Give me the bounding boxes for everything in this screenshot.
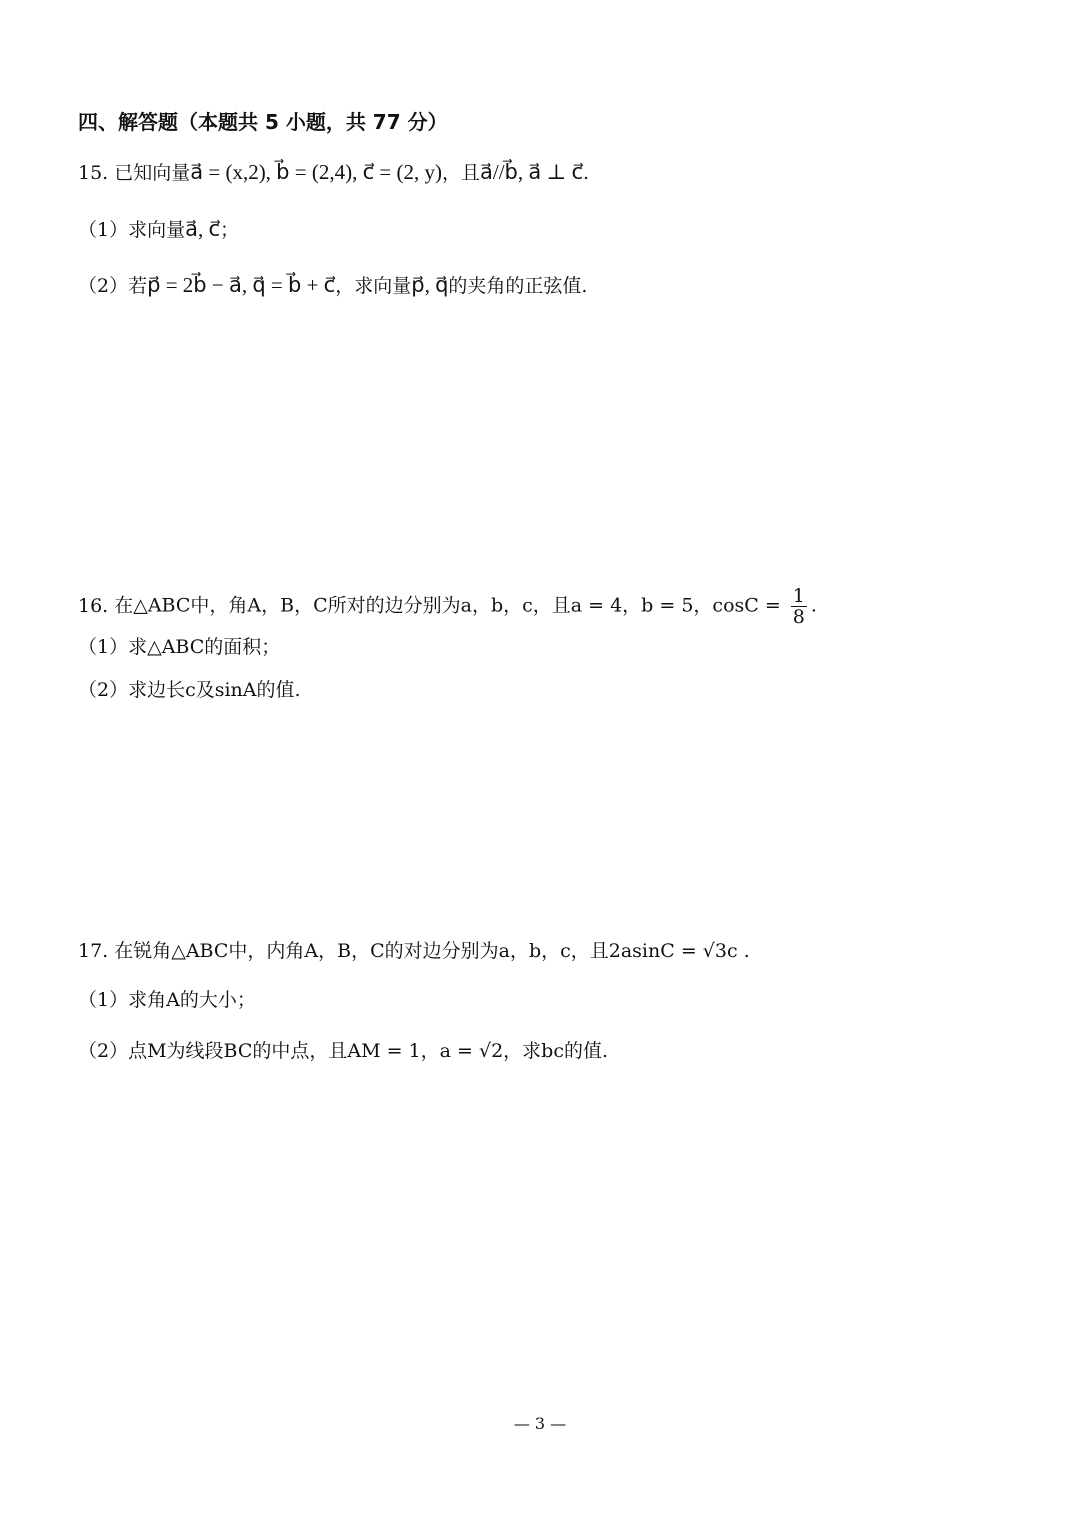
question-17-part-2 xyxy=(78,1039,608,1063)
q15-end: . xyxy=(583,162,590,184)
question-16-stem xyxy=(78,586,817,627)
q15-p2-math: p⃗ = 2b⃗ − a⃗, q⃗ = b⃗ + c⃗ xyxy=(147,273,336,297)
fraction xyxy=(791,586,807,627)
question-16-part-2 xyxy=(78,678,301,702)
question-17-stem xyxy=(78,939,750,963)
part-label: （2） xyxy=(78,679,129,701)
question-16-part-1 xyxy=(78,635,280,659)
q16-p1-text: 求△ABC的面积； xyxy=(128,636,281,658)
question-number: 15. xyxy=(78,162,109,184)
q16-stem-text: 在△ABC中，角A，B，C所对的边分别为a，b，c，且a = 4，b = 5，cosC = xyxy=(114,594,787,617)
question-number: 17. xyxy=(78,940,109,962)
q15-stem-text: 已知向量 xyxy=(114,162,191,184)
q15-p1-text: 求向量 xyxy=(128,219,186,241)
q17-p1-text: 求角A的大小； xyxy=(128,989,256,1011)
part-label: （2） xyxy=(78,1040,129,1062)
part-label: （1） xyxy=(78,219,129,241)
part-label: （2） xyxy=(78,275,129,297)
question-number: 16. xyxy=(78,594,109,617)
section-heading: 四、解答题（本题共 5 小题，共 77 分） xyxy=(78,110,448,134)
fraction-numerator: 1 xyxy=(792,585,805,607)
part-label: （1） xyxy=(78,989,129,1011)
q15-condition-text: ，且 xyxy=(441,162,480,184)
fraction-denominator: 8 xyxy=(792,606,805,628)
q15-p2-math2: p⃗, q⃗ xyxy=(411,273,449,297)
question-17-part-1 xyxy=(78,988,256,1012)
question-15-part-2 xyxy=(78,273,587,298)
q15-p2-mid: ，求向量 xyxy=(335,275,412,297)
q15-condition-math: a⃗//b⃗, a⃗ ⊥ c⃗ xyxy=(479,160,584,184)
page-number: — 3 — xyxy=(513,1414,567,1433)
q15-p1-end: ； xyxy=(220,219,240,241)
question-15-part-1 xyxy=(78,217,239,242)
q16-end: . xyxy=(810,594,817,617)
q15-p2-end: 的夹角的正弦值. xyxy=(448,275,588,297)
q17-stem-text: 在锐角△ABC中，内角A，B，C的对边分别为a，b，c，且2asinC = √3c . xyxy=(114,940,750,962)
q15-p2-text: 若 xyxy=(128,275,148,297)
question-15-stem xyxy=(78,160,589,185)
q17-p2-text: 点M为线段BC的中点，且AM = 1，a = √2，求bc的值. xyxy=(128,1040,609,1062)
q15-vector-definitions: a⃗ = (x,2), b⃗ = (2,4), c⃗ = (2, y) xyxy=(190,160,442,184)
q16-p2-text: 求边长c及sinA的值. xyxy=(128,679,301,701)
q15-p1-math: a⃗, c⃗ xyxy=(185,217,221,241)
part-label: （1） xyxy=(78,636,129,658)
